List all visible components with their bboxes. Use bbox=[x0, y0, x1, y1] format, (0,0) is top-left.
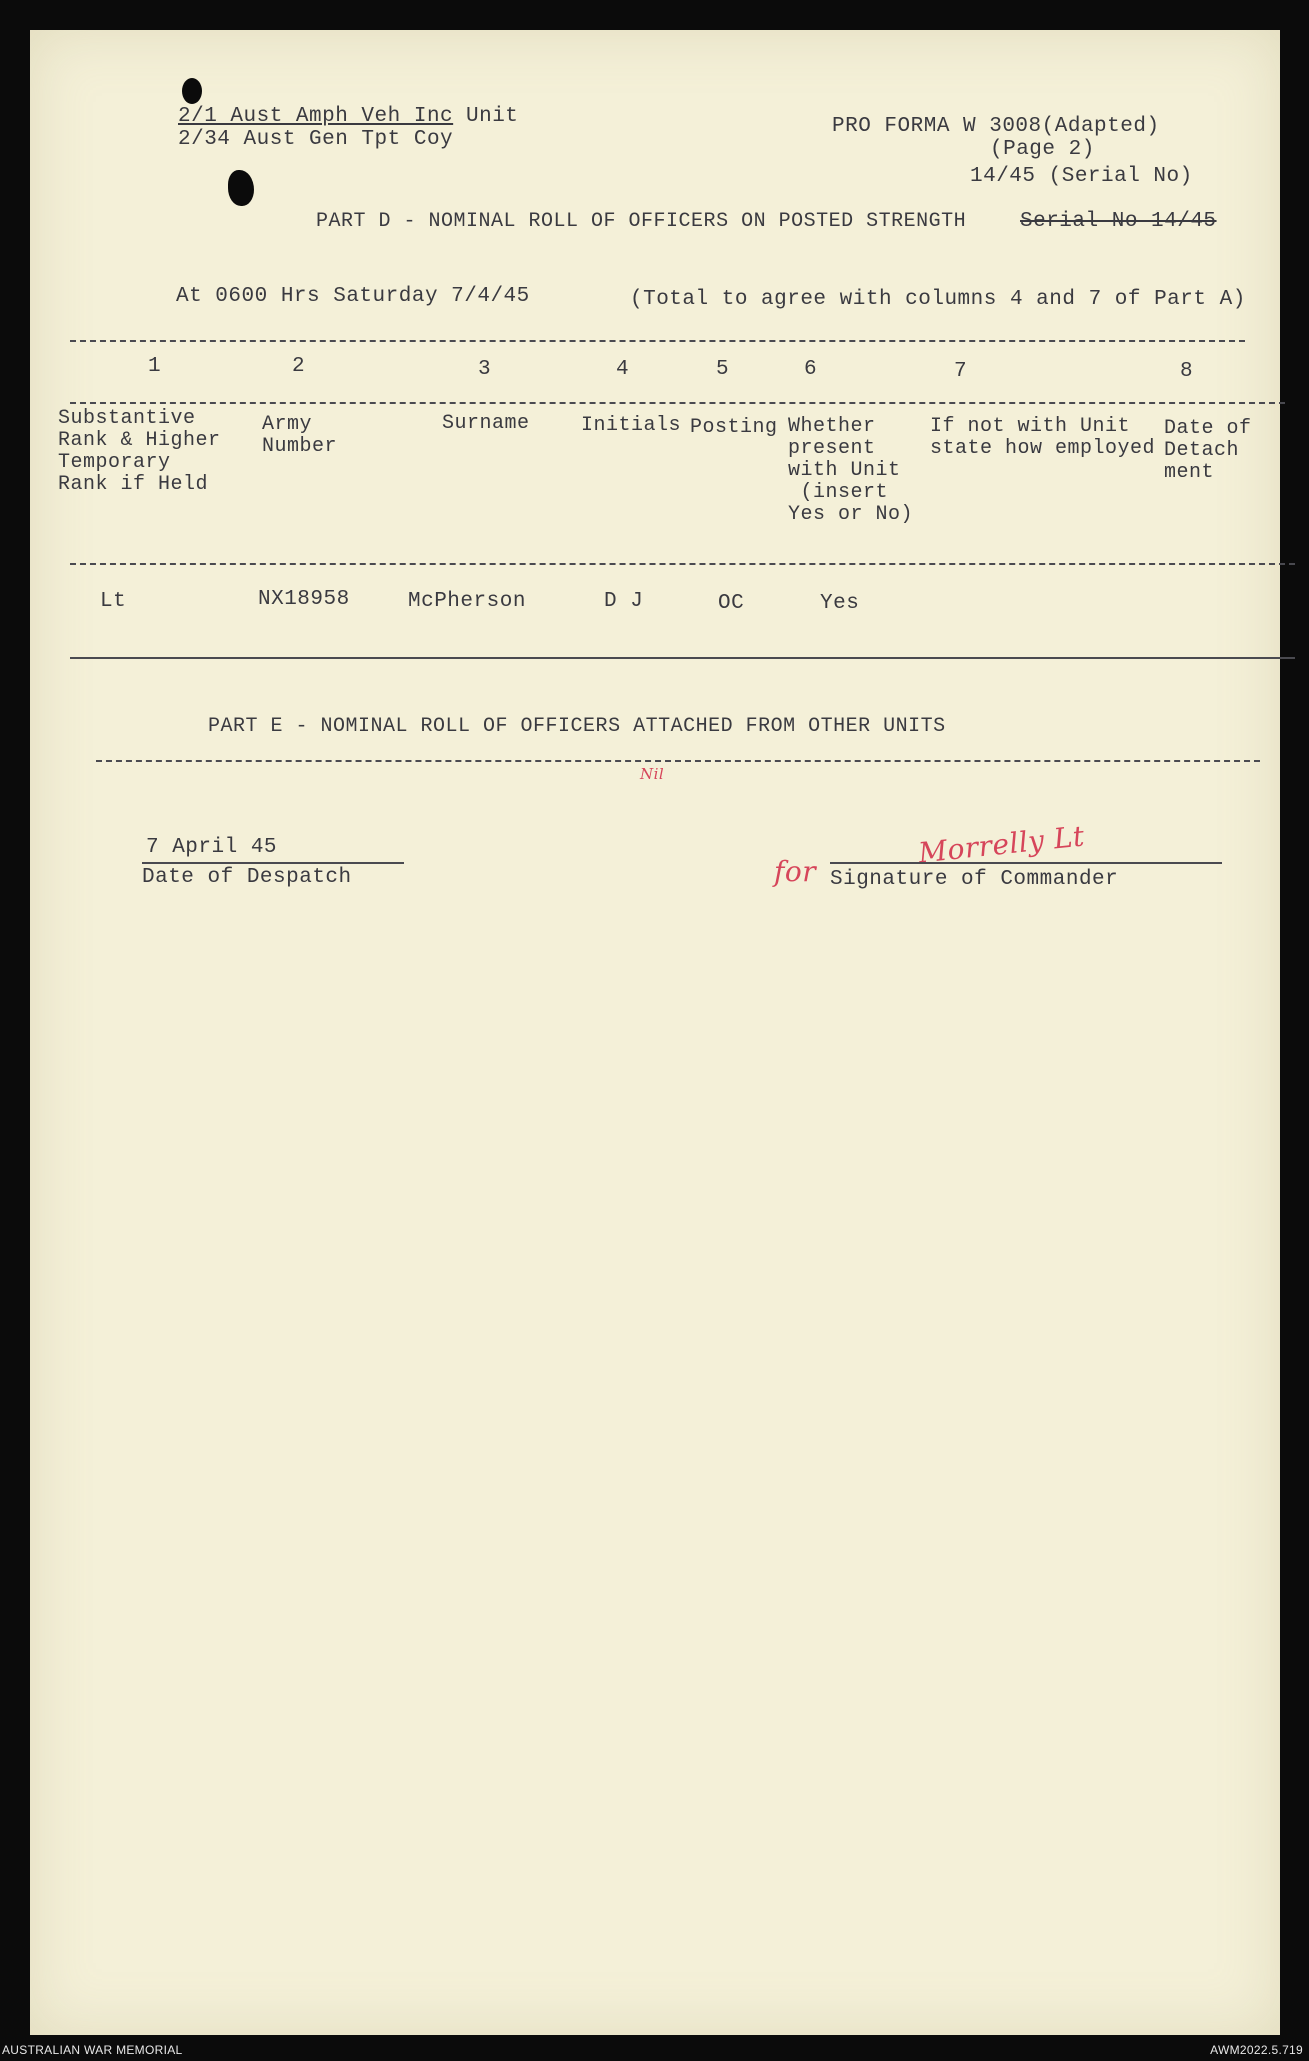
rule-header-bottom bbox=[70, 563, 1295, 565]
signature-label: Signature of Commander bbox=[830, 868, 1119, 891]
cell-present: Yes bbox=[820, 592, 860, 615]
form-name: PRO FORMA W 3008(Adapted) bbox=[832, 115, 1160, 138]
header-detachment: Date of Detach ment bbox=[1164, 417, 1252, 484]
total-note: (Total to agree with columns 4 and 7 of Part A) bbox=[630, 288, 1246, 311]
form-serial: 14/45 (Serial No) bbox=[970, 165, 1193, 188]
despatch-date: 7 April 45 bbox=[146, 836, 278, 859]
punch-hole-top bbox=[182, 78, 202, 104]
cell-initials: D J bbox=[604, 590, 644, 613]
despatch-label: Date of Despatch bbox=[142, 866, 352, 889]
document-page bbox=[30, 30, 1280, 2035]
col-number-6: 6 bbox=[804, 358, 818, 381]
col-number-4: 4 bbox=[616, 358, 630, 381]
unit-line-2: 2/34 Aust Gen Tpt Coy bbox=[178, 128, 454, 151]
col-number-1: 1 bbox=[148, 355, 162, 378]
rule-part-d-end bbox=[70, 657, 1295, 659]
signature-prefix: for bbox=[774, 855, 817, 888]
signature-name: Morrelly Lt bbox=[916, 819, 1087, 870]
header-rank: Substantive Rank & Higher Temporary Rank if Held bbox=[58, 407, 221, 496]
rule-part-e bbox=[96, 760, 1260, 762]
part-e-nil-note: Nil bbox=[640, 765, 665, 783]
rule-top bbox=[70, 340, 1245, 342]
col-number-2: 2 bbox=[292, 355, 306, 378]
cell-surname: McPherson bbox=[408, 590, 526, 613]
col-number-8: 8 bbox=[1180, 360, 1194, 383]
part-e-title: PART E - NOMINAL ROLL OF OFFICERS ATTACHED FROM OTHER UNITS bbox=[208, 715, 946, 738]
header-surname: Surname bbox=[442, 412, 530, 435]
header-employed: If not with Unit state how employed bbox=[930, 415, 1156, 460]
rule-col-numbers bbox=[70, 402, 1285, 404]
cell-posting: OC bbox=[718, 592, 745, 615]
time-line: At 0600 Hrs Saturday 7/4/45 bbox=[176, 285, 530, 308]
punch-hole-middle bbox=[228, 170, 254, 206]
archive-credit-left: AUSTRALIAN WAR MEMORIAL bbox=[2, 2043, 183, 2057]
form-page: (Page 2) bbox=[990, 138, 1095, 161]
unit-line-1: 2/1 Aust Amph Veh Inc bbox=[178, 105, 454, 128]
cell-army-number: NX18958 bbox=[258, 588, 350, 611]
signature-line bbox=[830, 862, 1222, 864]
header-initials: Initials bbox=[581, 414, 682, 437]
header-posting: Posting bbox=[690, 416, 778, 439]
serial-struck: Serial No 14/45 bbox=[1020, 210, 1217, 233]
unit-label: Unit bbox=[466, 105, 519, 128]
despatch-line bbox=[142, 862, 404, 864]
cell-rank: Lt bbox=[100, 590, 127, 613]
archive-id-right: AWM2022.5.719 bbox=[1210, 2043, 1303, 2057]
header-army-number: Army Number bbox=[262, 413, 338, 458]
col-number-5: 5 bbox=[716, 358, 730, 381]
col-number-7: 7 bbox=[954, 360, 968, 383]
part-d-title: PART D - NOMINAL ROLL OF OFFICERS ON POSTED STRENGTH bbox=[316, 210, 967, 233]
header-present: Whether present with Unit (insert Yes or No) bbox=[788, 415, 914, 526]
col-number-3: 3 bbox=[478, 358, 492, 381]
